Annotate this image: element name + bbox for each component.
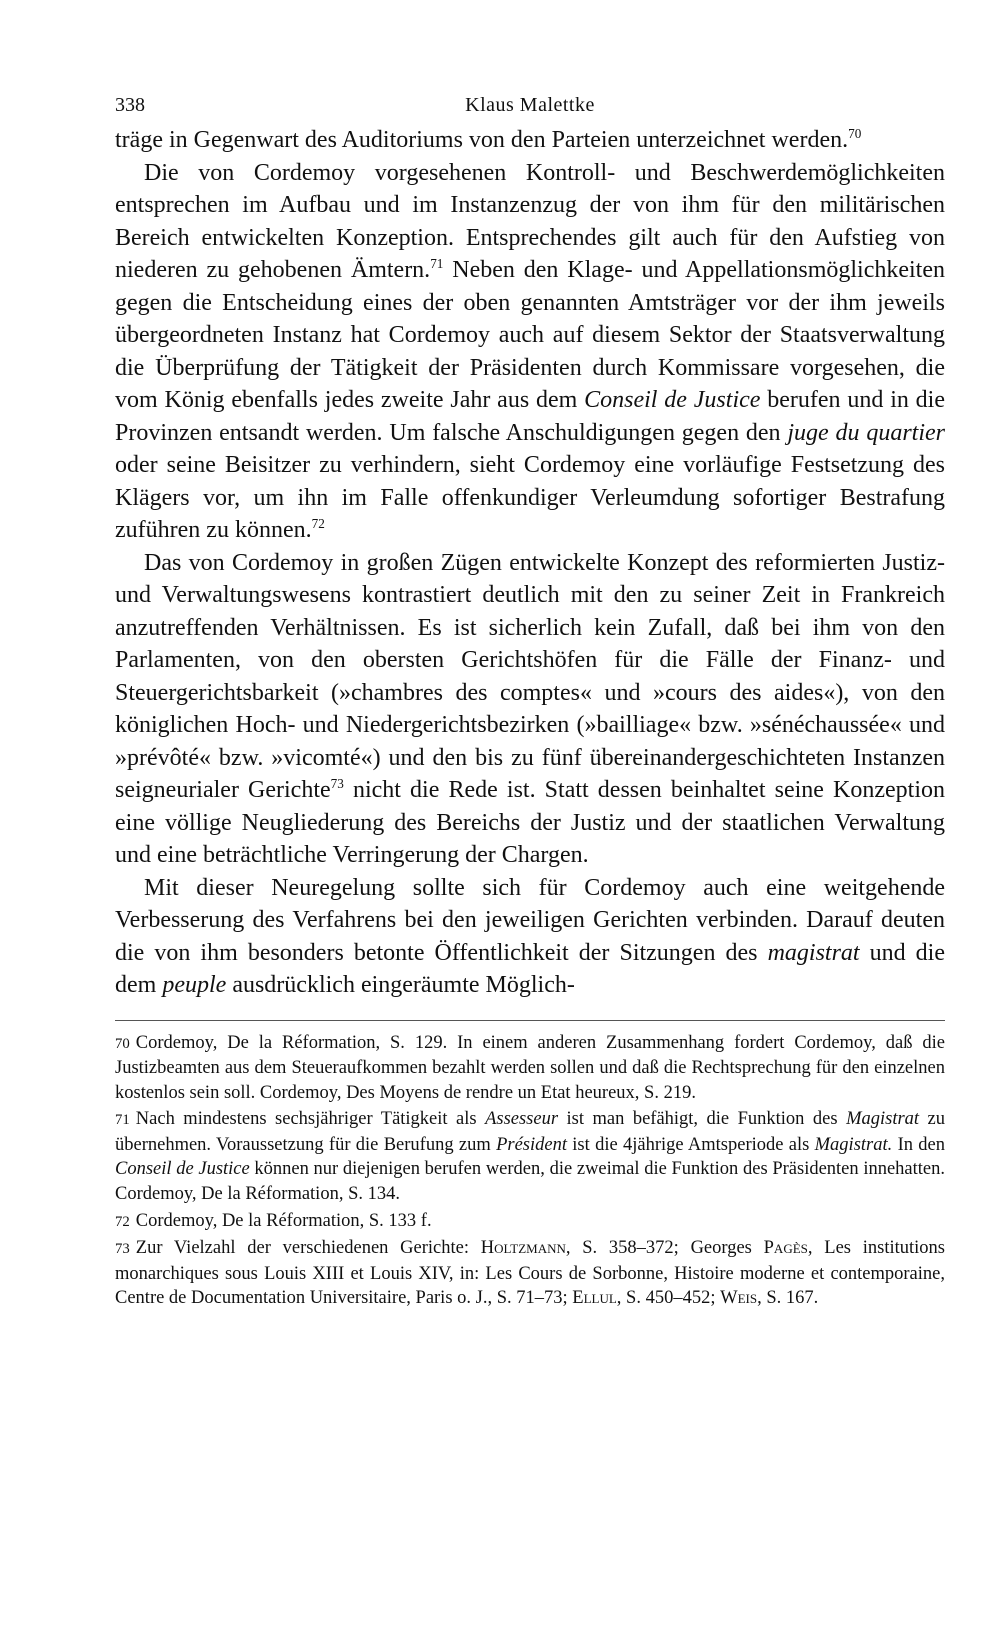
italic-term: Conseil de Justice [584,387,761,413]
footnote-70: 70 Cordemoy, De la Réformation, S. 129. In einem anderen Zusammenhang fordert Cordemoy, daß die Justizbeamten aus dem Steueraufkommen bezahlt werden sollen und daß die Rechtsprechung für den einzelnen kostenlos sein soll. Cordemoy, Des Moyens de rendre un Etat heureux, S. 219. [115,1032,945,1103]
paragraph-2: Die von Cordemoy vorgesehenen Kontroll- und Beschwerdemöglichkeiten entsprechen im Aufbau und im Instanzenzug der von ihm für den militärischen Bereich entwickelten Konzeption. Entsprechendes gilt auch für den Aufstieg von niederen zu gehobenen Ämtern.$^{71}$ Neben den Klage- und Appellationsmöglichkeiten gegen die Entscheidung eines der oben genannten Amtsträger vor der ihm jeweils übergeordneten Instanz hat Cordemoy auch auf diesem Sektor der Staatsverwaltung die Überprüfung der Tätigkeit der Präsidenten durch Kommissare vorgesehen, die vom König ebenfalls jedes zweite Jahr aus dem Conseil de Justice berufen und in die Provinzen entsandt werden. Um falsche Anschuldigungen gegen den juge du quartier oder seine Beisitzer zu verhindern, sieht Cordemoy eine vorläufige Festsetzung des Klägers vor, um ihn im Falle offenkundiger Verleumdung sofortiger Bestrafung zuführen zu können.$^{72}$ [115,159,946,543]
footnote-number: 73 [115,1241,130,1258]
italic-term: juge du quartier [787,419,945,446]
document-page [115,80,945,1313]
paragraph-3: Das von Cordemoy in großen Zügen entwickelte Konzept des reformierten Justiz- und Verwaltungswesens kontrastiert deutlich mit den zu seiner Zeit in Frankreich anzutreffenden Verhältnissen. Es ist sicherlich kein Zufall, daß bei ihm von den Parlamenten, von den obersten Gerichtshöfen für die Fälle der Finanz- und Steuergerichtsbarkeit (»chambres des comptes« und »cours des aides«), von den königlichen Hoch- und Niedergerichtsbezirken (»bailliage« bzw. »sénéchaussée« und »prévôté« bzw. »vicomté«) und den bis zu fünf übereinandergeschichteten Instanzen seigneurialer Gerichte$^{73}$ nicht die Rede ist. Statt dessen beinhaltet seine Konzeption eine völlige Neugliederung des Bereichs der Justiz und der staatlichen Verwaltung und eine beträchtliche Verringerung der Chargen. [115,549,946,868]
italic-term: magistrat [767,939,860,966]
footnote-number: 72 [115,1213,130,1230]
footnote-72: 72 Cordemoy, De la Réformation, S. 133 f. [115,1210,432,1231]
footnote-ref-71[interactable]: 71 [430,255,444,271]
paragraph-4: Mit dieser Neuregelung sollte sich für Cordemoy auch eine weitgehende Verbesserung des Verfahrens bei den jeweiligen Gerichten verbinden. Darauf deuten die von ihm besonders betonte Öffentlichkeit der Sitzungen des magistrat und die dem peuple ausdrücklich eingeräumte Möglich- [115,874,946,998]
running-title: Klaus Malettke [465,94,595,116]
footnote-ref-70[interactable]: 70 [848,125,862,141]
footnote-ref-72[interactable]: 72 [311,515,325,531]
footnotes [115,1031,945,1312]
footnote-divider [115,1020,945,1021]
footnote-number: 71 [115,1112,130,1129]
page-header [115,80,945,120]
body-text [115,124,945,1002]
paragraph-1: träge in Gegenwart des Auditoriums von den Parteien unterzeichnet werden.$^{70}$ [115,125,862,153]
italic-term: peuple [162,972,227,998]
footnote-73: 73 Zur Vielzahl der verschiedenen Gerichte: Holtzmann, S. 358–372; Georges Pagès, Les institutions monarchiques sous Louis XIII et Louis XIV, in: Les Cours de Sorbonne, Histoire moderne et contemporaine, Centre de Documentation Universitaire, Paris o. J., S. 71–73; Ellul, S. 450–452; Weis, S. 167. [115,1238,945,1309]
footnote-ref-73[interactable]: 73 [330,775,344,791]
footnote-number: 70 [115,1035,130,1052]
footnote-71: 71 Nach mindestens sechsjähriger Tätigkeit als Assesseur ist man befähigt, die Funktion des Magistrat zu übernehmen. Voraussetzung für die Berufung zum Président ist die 4jährige Amtsperiode als Magistrat. In den Conseil de Justice können nur diejenigen berufen werden, die zweimal die Funktion des Präsidenten innehatten. Cordemoy, De la Réformation, S. 134. [115,1109,946,1205]
page-number: 338 [115,94,145,116]
